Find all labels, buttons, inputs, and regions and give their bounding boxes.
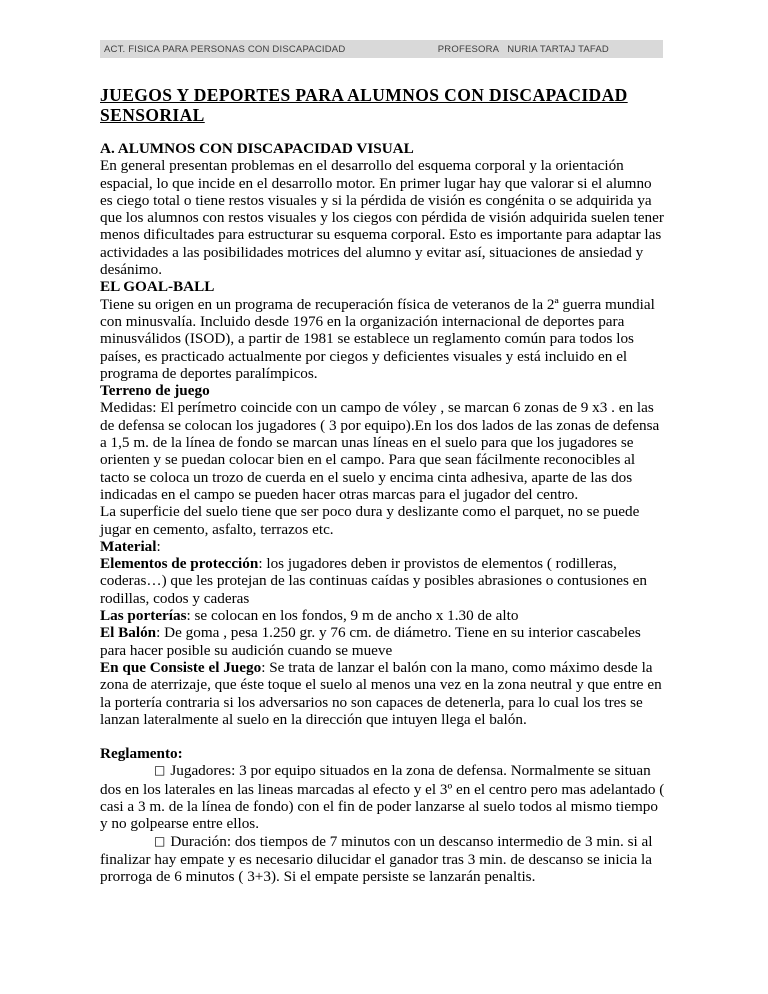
balon-lead: El Balón [100, 624, 157, 642]
paragraph-terreno-superficie: La superficie del suelo tiene que ser poco dura y deslizante como el parquet, no se puede jugar en cemento, asfalto, terrazos etc. [100, 503, 640, 538]
paragraph-porterias [100, 607, 668, 624]
paragraph-discapacidad-visual: En general presentan problemas en el desarrollo del esquema corporal y la orientación espacial, lo que incide en el desarrollo motor. En primer lugar hay que valorar si el alumno es ciego total o tiene restos visuales y si la pérdida de visión es congénita o se adquirida ya que los alumnos con restos visuales y los ciegos con pérdida de visión adquirida suelen tener menos dificultades para estructurar su esquema corporal. Esto es importante para adaptar las actividades a las posibilidades motrices del alumno y evitar así, situaciones de ansiedad y desánimo. [100, 157, 664, 279]
reglamento-item-duracion-text: Duración: dos tiempos de 7 minutos con un descanso intermedio de 3 min. si al finalizar hay empate y es necesario dilucidar el ganador tras 3 min. de descanso se inicia la prorroga de 6 minutos ( 3+3). Si el empate persiste se lanzarán penaltis. [100, 832, 653, 886]
paragraph-elementos-proteccion [100, 555, 668, 607]
porterias-text: : se colocan en los fondos, 9 m de ancho x 1.30 de alto [186, 607, 519, 625]
section-heading-goalball: EL GOAL-BALL [100, 278, 215, 296]
section-heading-discapacidad-visual: A. ALUMNOS CON DISCAPACIDAD VISUAL [100, 140, 414, 157]
page-header-bar [100, 40, 663, 58]
document-title: JUEGOS Y DEPORTES PARA ALUMNOS CON DISCAPACIDAD SENSORIAL [100, 85, 628, 125]
paragraph-balon [100, 624, 668, 659]
section-heading-material [100, 538, 668, 555]
material-heading-colon: : [156, 537, 161, 555]
en-que-consiste-lead: En que Consiste el Juego [100, 658, 262, 676]
header-course-title: ACT. FISICA PARA PERSONAS CON DISCAPACIDAD [104, 43, 346, 55]
elementos-proteccion-text: : los jugadores deben ir provistos de elementos ( rodilleras, coderas…) que les protejan de las continuas caídas y posibles abrasiones o contusiones en rodillas, codos y caderas [100, 555, 648, 607]
blank-line [100, 728, 668, 745]
porterias-lead: Las porterías [100, 607, 187, 625]
section-heading-terreno-de-juego: Terreno de juego [100, 382, 210, 400]
square-bullet-icon: □ [154, 833, 166, 848]
paragraph-goalball-origen: Tiene su origen en un programa de recuperación física de veteranos de la 2ª guerra mundial con minusvalía. Incluido desde 1976 en la organización internacional de deportes para minusválidos (ISOD), a partir de 1981 se establece un reglamento común para todos los países, es practicado actualmente por ciegos y deficientes visuales y está incluido en el programa de deportes paralímpicos. [100, 295, 655, 382]
paragraph-terreno-medidas: Medidas: El perímetro coincide con un campo de vóley , se marcan 6 zonas de 9 x3 . en las de defensa se colocan los jugadores ( 3 por equipo).En los dos lados de las zonas de defensa a 1,5 m. de la línea de fondo se marcan unas líneas en el suelo para que los jugadores se orienten y se puedan colocar bien en el campo. Para que sean fácilmente reconocibles al tacto se coloca un trozo de cuerda en el suelo y encima cinta adhesiva, aparte de las dos indicadas en el campo se pueden hacer otras marcas para el jugador del centro. [100, 399, 660, 503]
reglamento-item-jugadores-text: Jugadores: 3 por equipo situados en la zona de defensa. Normalmente se situan dos en los laterales en las lineas marcadas al efecto y el 3º en el centro pero mas adelantado ( casi a 3 m. de la línea de fondo) con el fin de poder lanzarse al suelo todos al mismo tiempo y no golpearse entre ellos. [100, 762, 665, 833]
document-body [100, 85, 668, 885]
header-professor-name: PROFESORA NURIA TARTAJ TAFAD [437, 43, 609, 55]
reglamento-item-duracion [100, 833, 668, 886]
en-que-consiste-text: : Se trata de lanzar el balón con la mano, como máximo desde la zona de aterrizaje, que éste toque el suelo al menos una vez en la zona neutral y que entre en la portería contraria si los adversarios no son capaces de detenerla, para lo cual los tres se lanzan lateralmente al suelo en la dirección que intuyen llega el balón. [100, 658, 662, 728]
reglamento-item-jugadores [100, 762, 668, 832]
material-heading-label: Material [100, 537, 157, 555]
square-bullet-icon: □ [154, 763, 166, 778]
paragraph-en-que-consiste [100, 659, 668, 728]
section-heading-reglamento: Reglamento: [100, 745, 183, 763]
balon-text: : De goma , pesa 1.250 gr. y 76 cm. de diámetro. Tiene en su interior cascabeles para hacer posible su audición cuando se mueve [100, 624, 641, 659]
elementos-proteccion-lead: Elementos de protección [100, 555, 259, 573]
